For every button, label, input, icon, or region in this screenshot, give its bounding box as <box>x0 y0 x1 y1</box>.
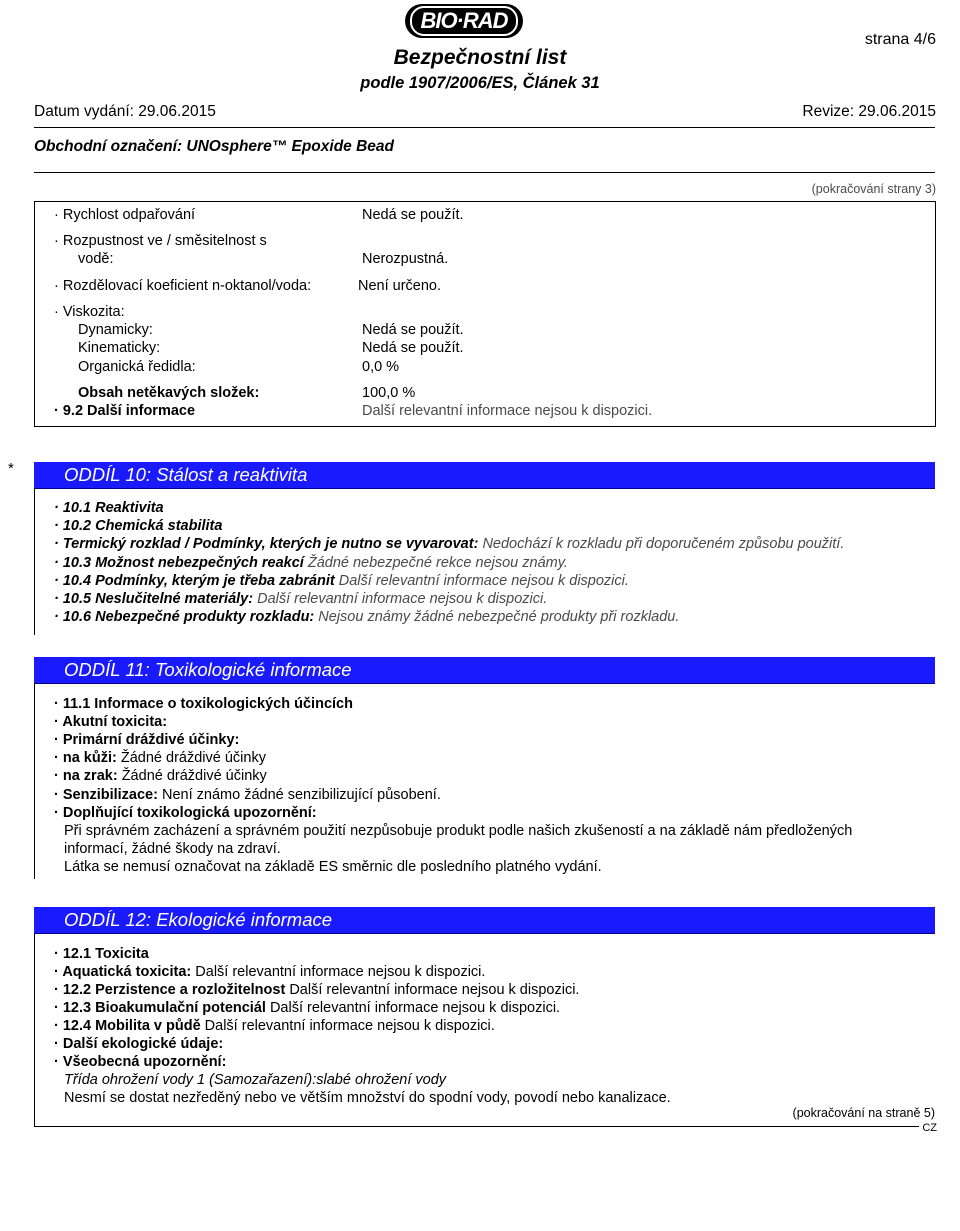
section12-heading: ODDÍL 12: Ekologické informace <box>64 909 333 930</box>
list-item: · na kůži: Žádné dráždivé účinky <box>54 750 266 766</box>
list-item: · 10.4 Podmínky, kterým je třeba zabránit Další relevantní informace nejsou k dispozici. <box>54 573 629 589</box>
section11-left-rule <box>34 683 35 879</box>
partition-coefficient-value: Není určeno. <box>358 278 442 294</box>
water-hazard-note: Třída ohrožení vody 1 (Samozařazení):slabé ohrožení vody <box>64 1072 447 1088</box>
header-divider <box>34 127 935 128</box>
dynamic-viscosity-value: Nedá se použít. <box>362 322 464 338</box>
list-item: · 11.1 Informace o toxikologických účincích <box>54 696 353 712</box>
list-item: · Termický rozklad / Podmínky, kterých je nutno se vyvarovat: Nedochází k rozkladu při doporučeném způsobu použití. <box>54 536 845 552</box>
solids-content-value: 100,0 % <box>362 385 416 401</box>
solubility-value: Nerozpustná. <box>362 251 449 267</box>
toxicology-note-2: Látka se nemusí označovat na základě ES směrnic dle posledního platného vydání. <box>64 859 602 875</box>
section10-heading-bar <box>34 462 935 489</box>
list-item: · Senzibilizace: Není známo žádné senzibilizující působení. <box>54 787 441 803</box>
list-item: · Další ekologické údaje: <box>54 1036 224 1052</box>
list-item: · Akutní toxicita: <box>54 714 168 730</box>
list-item: · Všeobecná upozornění: <box>54 1054 227 1070</box>
toxicology-note-line-2: informací, žádné škody na zdraví. <box>64 841 281 857</box>
revision-date: Revize: 29.06.2015 <box>802 103 936 120</box>
list-item: · 10.2 Chemická stabilita <box>54 518 223 534</box>
solubility-label-2: vodě: <box>78 251 114 267</box>
kinematic-viscosity-label: Kinematicky: <box>78 340 161 356</box>
partition-coefficient-label: · Rozdělovací koeficient n-oktanol/voda: <box>54 278 312 294</box>
list-item: · 10.5 Neslučitelné materiály: Další relevantní informace nejsou k dispozici. <box>54 591 548 607</box>
list-item: · 12.4 Mobilita v půdě Další relevantní informace nejsou k dispozici. <box>54 1018 495 1034</box>
kinematic-viscosity-value: Nedá se použít. <box>362 340 464 356</box>
continuation-to: (pokračování na straně 5) <box>792 1106 935 1120</box>
footer-divider <box>34 1126 935 1127</box>
section11-heading: ODDÍL 11: Toxikologické informace <box>64 659 352 680</box>
document-title: Bezpečnostní list <box>393 46 567 69</box>
trade-name: Obchodní označení: UNOsphere™ Epoxide Bead <box>34 138 394 155</box>
list-item: · 12.1 Toxicita <box>54 946 149 962</box>
toxicology-note-line-1: Při správném zacházení a správném použití nezpůsobuje produkt podle našich zkušeností a na základě nám předložených <box>64 823 853 839</box>
solubility-label: · Rozpustnost ve / směsitelnost s <box>54 233 267 249</box>
list-item: · 10.3 Možnost nebezpečných reakcí Žádné nebezpečné rekce nejsou známy. <box>54 555 568 571</box>
section12-heading-bar <box>34 907 935 934</box>
dynamic-viscosity-label: Dynamicky: <box>78 322 153 338</box>
evaporation-rate-value: Nedá se použít. <box>362 207 464 223</box>
list-item: · Aquatická toxicita: Další relevantní informace nejsou k dispozici. <box>54 964 486 980</box>
list-item: · 10.6 Nebezpečné produkty rozkladu: Nejsou známy žádné nebezpečné produkty při rozkladu. <box>54 609 680 625</box>
organic-solvents-value: 0,0 % <box>362 359 400 375</box>
issue-date: Datum vydání: 29.06.2015 <box>34 103 216 120</box>
language-code: CZ <box>919 1122 937 1134</box>
viscosity-label: · Viskozita: <box>54 304 125 320</box>
list-item: · na zrak: Žádné dráždivé účinky <box>54 768 267 784</box>
list-item: · Primární dráždivé účinky: <box>54 732 240 748</box>
evaporation-rate-label: · Rychlost odpařování <box>54 207 196 223</box>
other-info-value: Další relevantní informace nejsou k dispozici. <box>362 403 653 419</box>
section11-heading-bar <box>34 657 935 684</box>
section12-left-rule <box>34 933 35 1126</box>
section10-heading: ODDÍL 10: Stálost a reaktivita <box>64 464 308 485</box>
document-subtitle: podle 1907/2006/ES, Článek 31 <box>360 74 600 92</box>
list-item: · 12.3 Bioakumulační potenciál Další relevantní informace nejsou k dispozici. <box>54 1000 561 1016</box>
section10-left-rule <box>34 488 35 635</box>
other-info-label: · 9.2 Další informace <box>54 403 196 419</box>
bio-rad-logo: BIO·RAD <box>405 4 523 38</box>
organic-solvents-label: Organická ředidla: <box>78 359 196 375</box>
continuation-from: (pokračování strany 3) <box>811 182 936 196</box>
water-warning-note: Nesmí se dostat nezředěný nebo ve větším množství do spodní vody, povodí nebo kanalizace. <box>64 1090 671 1106</box>
page-number: strana 4/6 <box>864 31 936 48</box>
revision-marker: * <box>8 460 14 477</box>
list-item: · Doplňující toxikologická upozornění: <box>54 805 317 821</box>
list-item: · 10.1 Reaktivita <box>54 500 164 516</box>
solids-content-label: Obsah netěkavých složek: <box>78 385 260 401</box>
list-item: · 12.2 Perzistence a rozložitelnost Další relevantní informace nejsou k dispozici. <box>54 982 580 998</box>
trade-name-divider <box>34 172 935 173</box>
